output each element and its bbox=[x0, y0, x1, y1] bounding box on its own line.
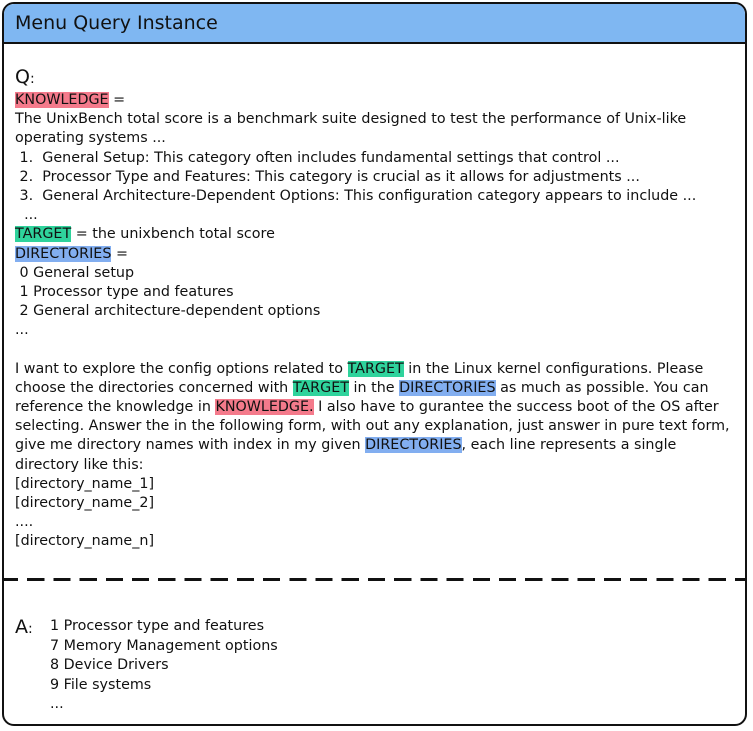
format-line-1: [directory_name_1] bbox=[15, 475, 155, 492]
answer-item-3: 8 Device Drivers bbox=[50, 657, 169, 674]
instr-target-tag-2: TARGET bbox=[292, 379, 349, 396]
directory-item-2: 2 General architecture-dependent options bbox=[15, 303, 321, 320]
answer-item-2: 7 Memory Management options bbox=[50, 637, 278, 654]
card-title: Menu Query Instance bbox=[15, 12, 218, 34]
answer-item-5: ... bbox=[50, 696, 64, 713]
knowledge-tag: KNOWLEDGE bbox=[15, 92, 109, 108]
a-letter: A bbox=[15, 616, 28, 638]
answer-item-4: 9 File systems bbox=[50, 676, 152, 693]
directory-item-1: 1 Processor type and features bbox=[15, 284, 234, 301]
dashed-divider bbox=[4, 578, 745, 581]
answer-list bbox=[50, 617, 278, 715]
format-line-2: [directory_name_2] bbox=[15, 495, 155, 512]
instr-part-3: in the bbox=[348, 379, 400, 396]
spacer bbox=[15, 341, 737, 360]
directories-tag: DIRECTORIES bbox=[15, 245, 112, 262]
knowledge-line bbox=[15, 91, 737, 110]
instr-part-5: I also have to gurantee the success boot of the OS after selecting. Answer the in the following form, with out any explanation, just answer in pure text form, give me directory names with index in my given bbox=[15, 399, 730, 454]
query-card bbox=[2, 2, 747, 726]
q-colon: : bbox=[29, 71, 35, 87]
instr-knowledge-tag: KNOWLEDGE. bbox=[215, 399, 314, 416]
knowledge-eq: = bbox=[108, 92, 126, 108]
knowledge-item-2: 2. Processor Type and Features: This category is crucial as it allows for adjustments ... bbox=[15, 168, 640, 185]
format-line-4: [directory_name_n] bbox=[15, 533, 155, 550]
instr-part-1: I want to explore the config options related to bbox=[15, 360, 348, 377]
answer-section bbox=[15, 617, 278, 715]
instr-target-tag-1: TARGET bbox=[347, 360, 404, 377]
question-section bbox=[15, 65, 737, 552]
knowledge-ellipsis: ... bbox=[15, 207, 38, 224]
knowledge-item-3: 3. General Architecture-Dependent Options: This configuration category appears to include ... bbox=[15, 188, 697, 205]
instr-directories-tag-1: DIRECTORIES bbox=[399, 379, 496, 396]
directory-item-0: 0 General setup bbox=[15, 264, 135, 281]
answer-item-1: 1 Processor type and features bbox=[50, 618, 265, 634]
instr-directories-tag-2: DIRECTORIES bbox=[365, 437, 462, 454]
instr-part-6: , each line represents a single directory like this: bbox=[15, 437, 677, 473]
instr-part-4: as much as possible. You can reference the knowledge in bbox=[15, 379, 709, 416]
directory-ellipsis: ... bbox=[15, 322, 29, 339]
directories-eq: = bbox=[111, 245, 128, 262]
directories-line bbox=[15, 245, 737, 264]
target-value: = the unixbench total score bbox=[71, 226, 275, 243]
instr-part-2: in the Linux kernel configurations. Please choose the directories concerned with bbox=[15, 360, 704, 396]
knowledge-text: The UnixBench total score is a benchmark suite designed to test the performance of Unix-like operating systems ... bbox=[15, 111, 687, 147]
card-header bbox=[4, 4, 745, 44]
q-letter: Q bbox=[15, 66, 30, 88]
question-label bbox=[15, 65, 737, 91]
a-colon: : bbox=[28, 621, 33, 637]
target-tag: TARGET bbox=[15, 226, 72, 243]
answer-label bbox=[15, 617, 50, 715]
knowledge-item-1: 1. General Setup: This category often includes fundamental settings that control ... bbox=[15, 149, 620, 166]
instruction-paragraph bbox=[15, 360, 737, 475]
format-line-3: .... bbox=[15, 514, 34, 531]
target-line bbox=[15, 225, 737, 244]
